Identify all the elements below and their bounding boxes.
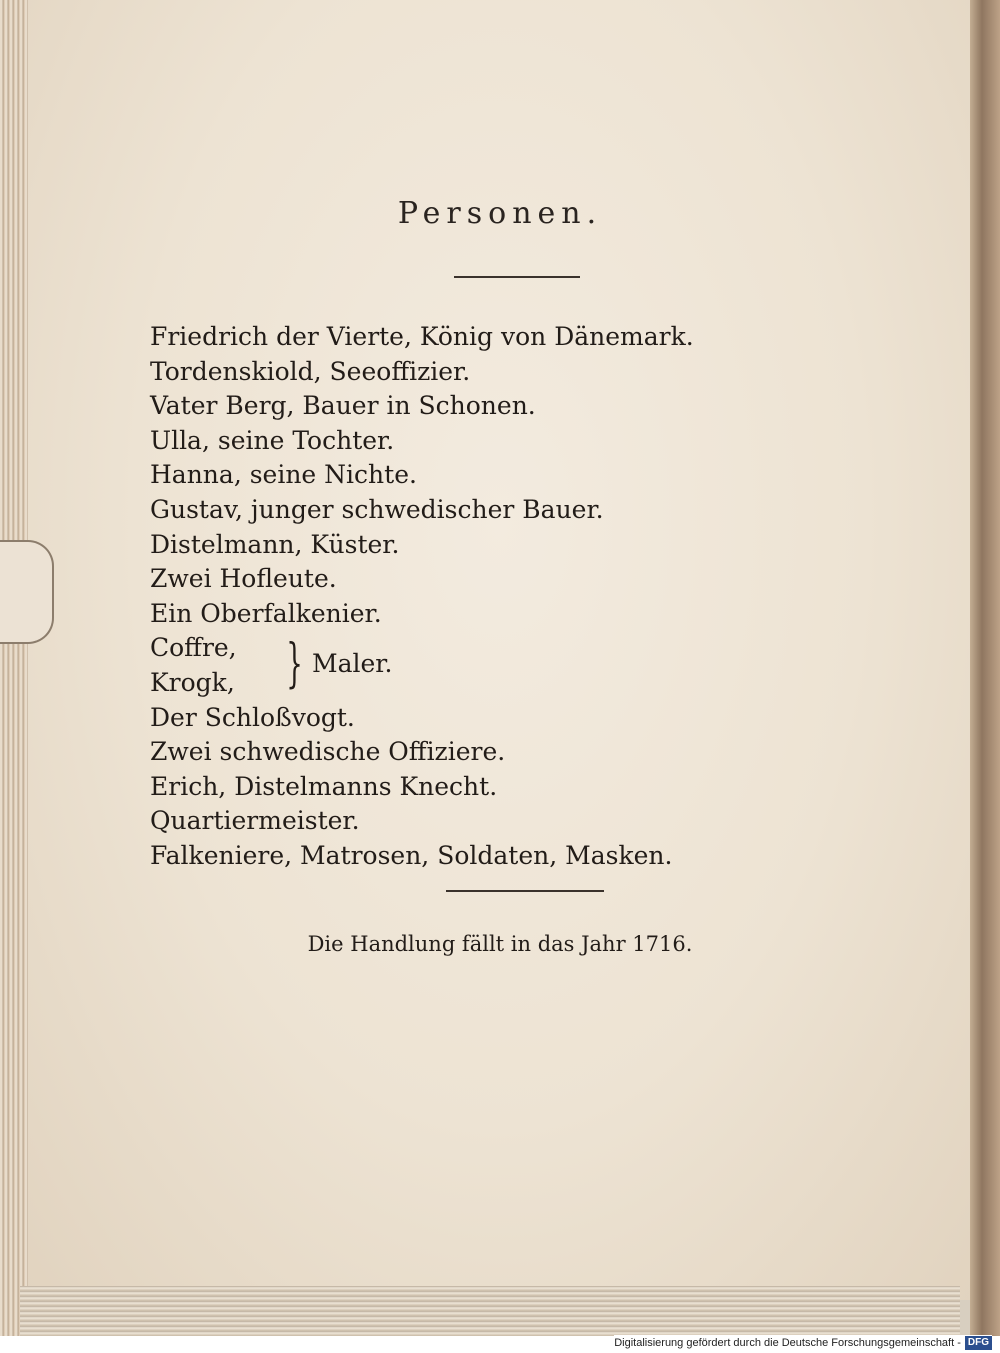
page-edges-bottom — [20, 1286, 960, 1336]
painter-name: Coffre, — [150, 633, 237, 663]
list-item: Gustav, junger schwedischer Bauer. — [150, 494, 604, 524]
list-item: Zwei schwedische Offiziere. — [150, 737, 506, 767]
section-rule — [446, 890, 604, 892]
dfg-logo: DFG — [965, 1336, 992, 1350]
title-rule — [454, 276, 580, 278]
painters-role: Maler. — [312, 649, 393, 679]
brace-glyph: } — [286, 634, 303, 695]
list-item: Vater Berg, Bauer in Schonen. — [150, 391, 536, 421]
list-item: Der Schloßvogt. — [150, 702, 355, 732]
list-item: Ein Oberfalkenier. — [150, 598, 382, 628]
list-item: Ulla, seine Tochter. — [150, 425, 395, 455]
bookmark-tab — [0, 540, 54, 644]
painter-name: Krogk, — [150, 667, 235, 697]
list-item: Friedrich der Vierte, König von Dänemark. — [150, 322, 694, 351]
dramatis-personae-list — [150, 320, 870, 874]
setting-note: Die Handlung fällt in das Jahr 1716. — [307, 932, 693, 956]
list-item: Quartiermeister. — [150, 806, 360, 836]
credit-text: Digitalisierung gefördert durch die Deutsche Forschungsgemeinschaft - — [614, 1337, 961, 1349]
digitization-credit — [614, 1335, 992, 1351]
list-item: Tordenskiold, Seeoffizier. — [150, 356, 471, 386]
list-item: Distelmann, Küster. — [150, 529, 400, 559]
list-item: Zwei Hofleute. — [150, 564, 337, 594]
list-item: Erich, Distelmanns Knecht. — [150, 771, 498, 801]
painters-group — [150, 631, 870, 700]
list-item: Hanna, seine Nichte. — [150, 460, 417, 490]
list-item: Falkeniere, Matrosen, Soldaten, Masken. — [150, 840, 673, 870]
page-title: Personen. — [397, 196, 603, 231]
